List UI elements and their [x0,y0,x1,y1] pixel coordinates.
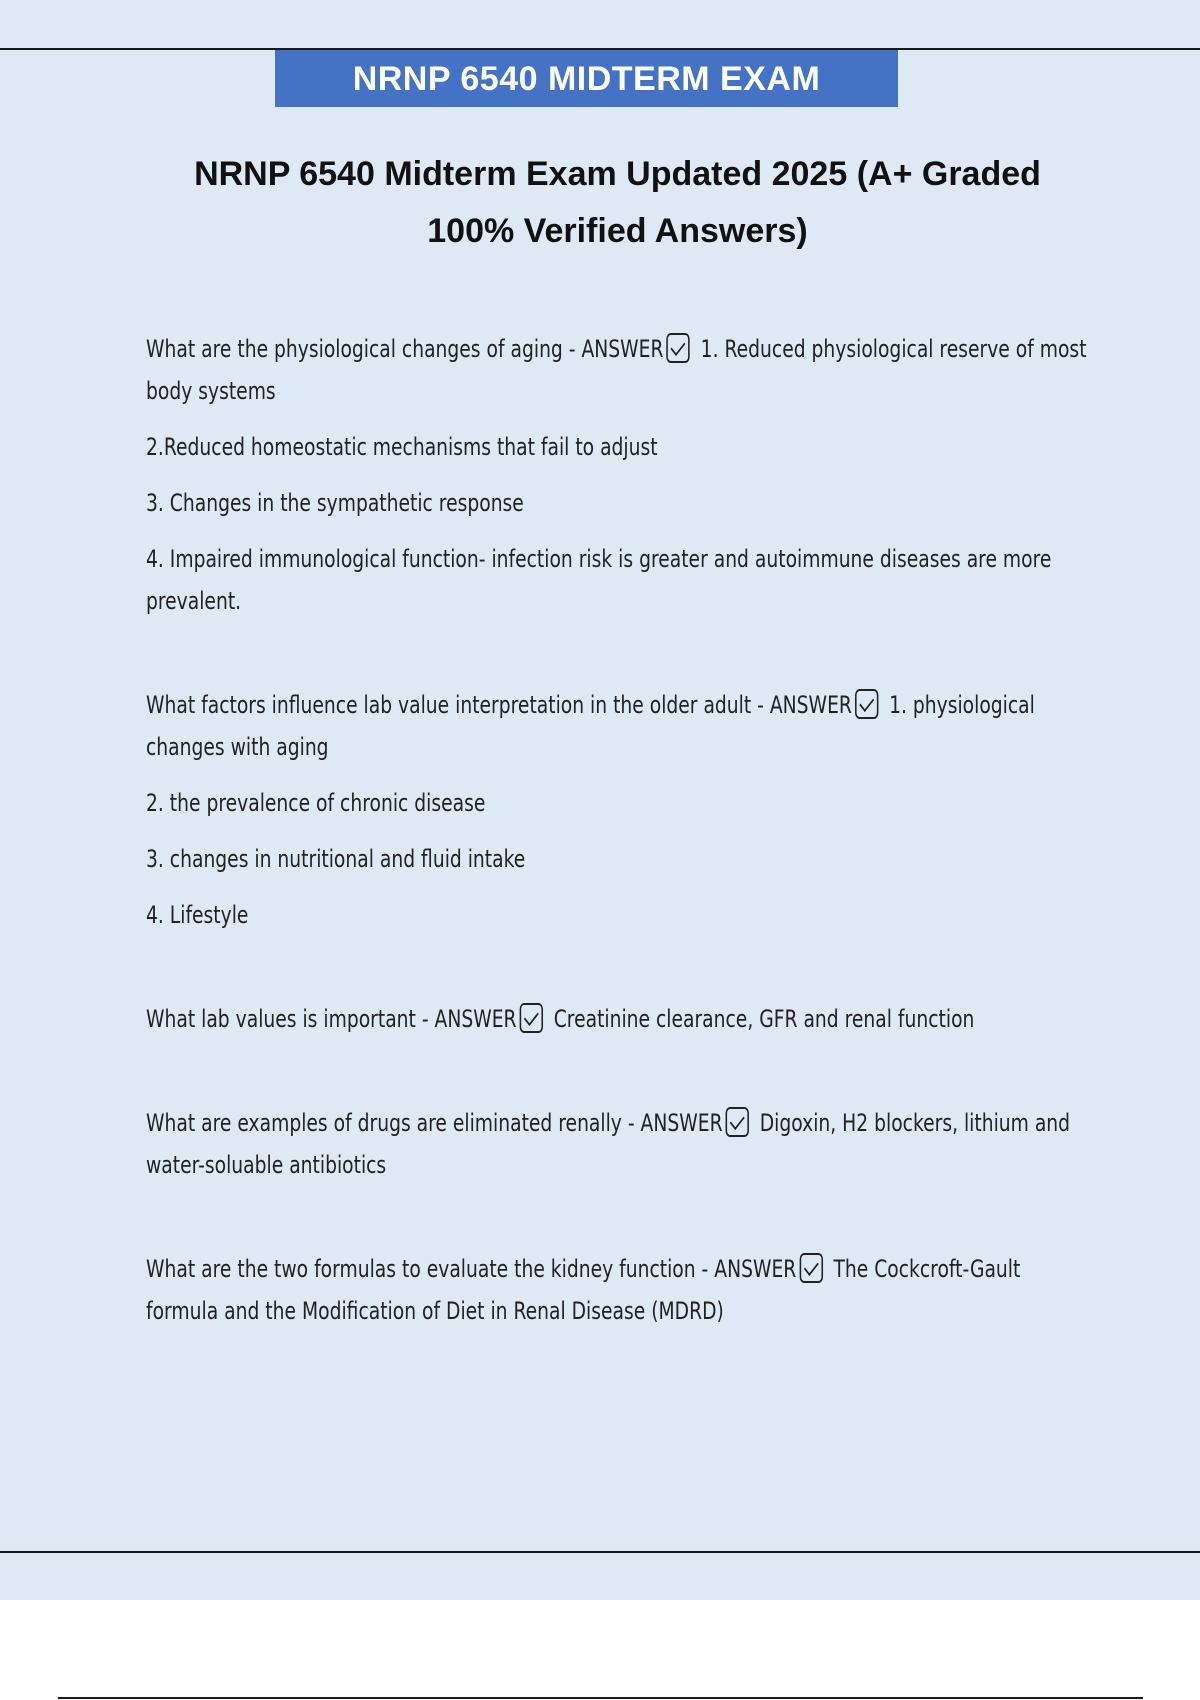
answer-text: Digoxin, H2 blockers, lithium and water-soluable antibiotics [146,1109,1071,1179]
answer-line: 2. the prevalence of chronic disease [146,789,486,817]
checkbox-checked-icon [855,689,878,719]
answer-text: 1. Reduced physiological reserve of most body systems [146,335,1087,405]
qa-item-1 [146,328,1090,622]
checkbox-checked-icon [667,333,690,363]
exam-banner: NRNP 6540 MIDTERM EXAM [275,50,898,107]
qa-item-5 [146,1248,1090,1332]
answer-text: Creatinine clearance, GFR and renal function [553,1005,975,1033]
answer-text: 1. physiological changes with aging [146,691,1035,761]
qa-question-line [146,998,1090,1040]
qa-question-line [146,328,1090,412]
question-text: What are the two formulas to evaluate the kidney function - ANSWER [146,1255,797,1283]
answer-line: 2.Reduced homeostatic mechanisms that fail to adjust [146,433,658,461]
bottom-divider [0,1551,1200,1553]
checkbox-checked-icon [799,1253,822,1283]
question-text: What lab values is important - ANSWER [146,1005,517,1033]
qa-question-line [146,684,1090,768]
qa-item-4 [146,1102,1090,1186]
checkbox-checked-icon [726,1107,749,1137]
qa-item-2 [146,684,1090,936]
page-break-line [58,1697,1143,1699]
document-title: NRNP 6540 Midterm Exam Updated 2025 (A+ Graded 100% Verified Answers) [194,155,1041,250]
answer-text: The Cockcroft-Gault formula and the Modification of Diet in Renal Disease (MDRD) [146,1255,1021,1325]
answer-line: 4. Impaired immunological function- infection risk is greater and autoimmune diseases are more prevalent. [146,545,1052,615]
answer-line: 3. changes in nutritional and fluid intake [146,845,526,873]
question-text: What are examples of drugs are eliminated renally - ANSWER [146,1109,723,1137]
question-text: What are the physiological changes of aging - ANSWER [146,335,664,363]
answer-line: 3. Changes in the sympathetic response [146,489,524,517]
qa-question-line [146,1248,1090,1332]
question-text: What factors influence lab value interpretation in the older adult - ANSWER [146,691,852,719]
answer-line: 4. Lifestyle [146,901,249,929]
qa-question-line [146,1102,1090,1186]
qa-content [146,328,1090,1394]
qa-item-3 [146,998,1090,1040]
checkbox-checked-icon [520,1003,543,1033]
